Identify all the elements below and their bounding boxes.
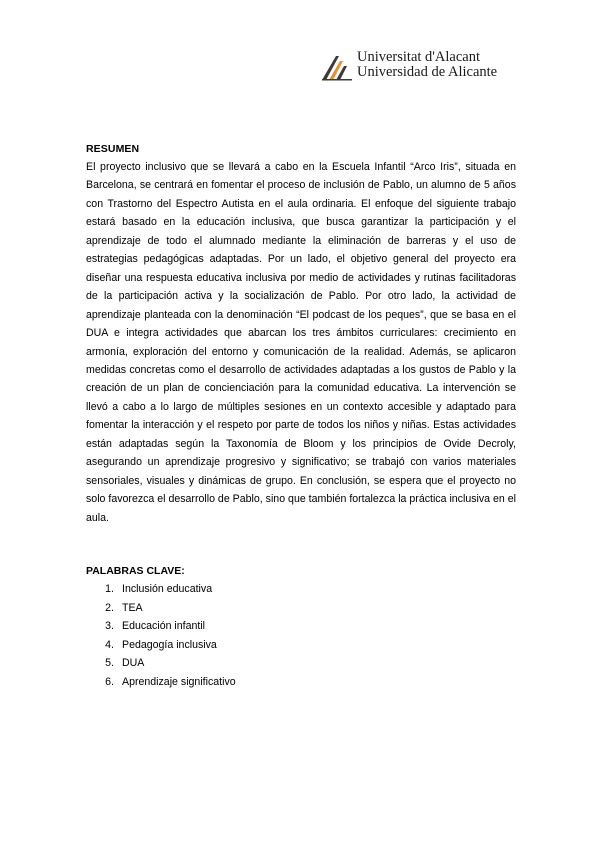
list-item [86,636,236,655]
list-item-number: 6. [105,675,114,688]
keywords-list [86,580,236,692]
summary-heading: RESUMEN [86,143,140,155]
university-name-spanish: Universidad de Alicante [357,64,498,80]
list-item-number: 2. [105,601,114,614]
list-item [86,580,236,599]
list-item [86,654,236,673]
list-item-number: 1. [105,583,114,595]
university-name [357,50,497,80]
list-item-number: 3. [105,620,114,633]
university-name-valencian: Universitat d'Alacant [357,49,481,65]
list-item-label: Educación infantil [122,620,206,633]
list-item-label: DUA [122,657,145,670]
list-item-label: Aprendizaje significativo [122,675,236,688]
summary-text: El proyecto inclusivo que se llevará a cabo en la Escuela Infantil “Arco Iris”, situada en Barcelona, se centrará en fomentar el proceso de inclusión de Pablo, un alumno de 5 años con Trastorno del Espectro Autista en el aula ordinaria. El enfoque del siguiente trabajo estará basado en la educación inclusiva, que busca garantizar la participación y el aprendizaje de todo el alumnado mediante la eliminación de barreras y el uso de estrategias pedagógicas adaptadas. Por un lado, el objetivo general del proyecto era diseñar una respuesta educativa inclusiva por medio de actividades y rutinas facilitadoras de la participación activa y la socialización de Pablo. Por otro lado, la actividad de aprendizaje planteada con la denominación “El podcast de los peques”, que se basa en el DUA e integra actividades que abarcan los tres ámbitos curriculares: crecimiento en armonía, exploración del entorno y comunicación de la realidad. Además, se aplicaron medidas concretas como el desarrollo de actividades adaptadas a los gustos de Pablo y la creación de un plan de concienciación para la comunidad educativa. La intervención se llevó a cabo a lo largo de múltiples sesiones en un contexto accesible y adaptado para fomentar la interacción y el respeto por parte de todos los niños y niñas. Estas actividades están adaptadas según la Taxonomía de Bloom y los principios de Ovide Decroly, asegurando un aprendizaje progresivo y significativo; se trabajó con varios materiales sensoriales, visuales y dinámicas de grupo. En conclusión, se espera que el proyecto no solo favorezca el desarrollo de Pablo, sino que también fortalezca la práctica inclusiva en el aula. [86,161,516,524]
list-item-label: TEA [122,601,143,614]
keywords-heading: PALABRAS CLAVE: [86,565,185,577]
list-item-number: 5. [105,657,114,670]
university-logo [320,50,520,84]
list-item-number: 4. [105,638,114,651]
list-item [86,617,236,636]
university-emblem-icon [320,52,354,82]
list-item [86,673,236,692]
list-item-label: Inclusión educativa [122,583,213,595]
list-item-label: Pedagogía inclusiva [122,638,217,651]
summary-section [86,140,516,527]
list-item [86,599,236,618]
